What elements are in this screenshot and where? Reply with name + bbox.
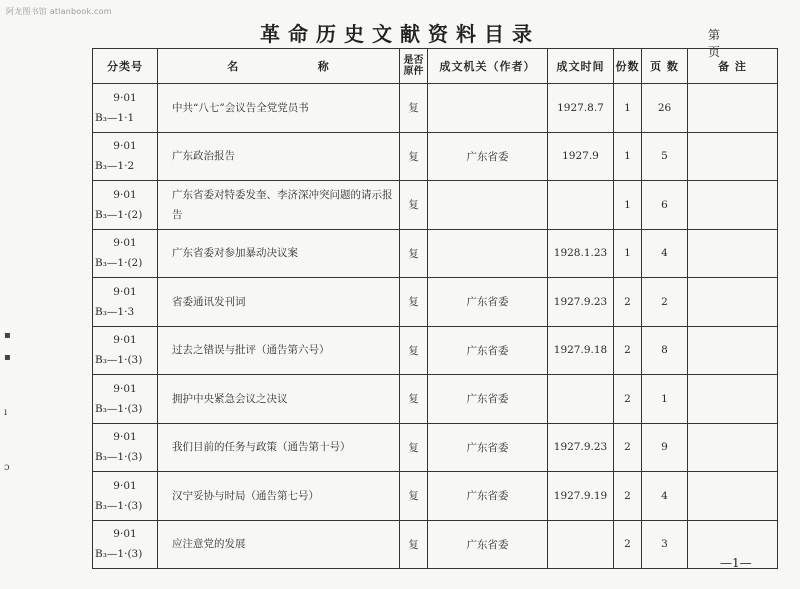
organization-cell	[428, 229, 548, 278]
pages-cell: 4	[642, 472, 688, 521]
page-label: 第 页	[708, 28, 743, 59]
notes-cell	[688, 326, 778, 375]
date-cell	[548, 375, 614, 424]
original-flag: 复	[400, 326, 428, 375]
organization-cell: 广东省委	[428, 326, 548, 375]
header-name-left: 名	[227, 60, 240, 73]
copies-cell: 1	[614, 229, 642, 278]
table-row	[93, 472, 778, 521]
margin-marks: ▪ ▪ ı ɔ	[4, 330, 11, 473]
original-flag: 复	[400, 472, 428, 521]
date-cell	[548, 520, 614, 569]
header-name	[158, 49, 400, 84]
notes-cell	[688, 278, 778, 327]
organization-cell: 广东省委	[428, 278, 548, 327]
class-code-bottom: B₃—1·(3)	[95, 354, 143, 367]
classification-cell	[93, 132, 158, 181]
notes-cell	[688, 375, 778, 424]
class-code-top: 9·01	[113, 188, 137, 201]
date-cell: 1927.9.19	[548, 472, 614, 521]
original-flag: 复	[400, 278, 428, 327]
document-name: 过去之错误与批评（通告第六号）	[158, 326, 400, 375]
document-name: 应注意党的发展	[158, 520, 400, 569]
date-cell: 1927.9.23	[548, 423, 614, 472]
notes-cell	[688, 181, 778, 230]
class-code-bottom: B₃—1·2	[95, 160, 135, 173]
class-code-top: 9·01	[113, 334, 137, 347]
document-name: 我们目前的任务与政策（通告第十号）	[158, 423, 400, 472]
class-code-top: 9·01	[113, 479, 137, 492]
date-cell	[548, 181, 614, 230]
page-title: 革命历史文献资料目录	[260, 22, 540, 46]
table-row	[93, 326, 778, 375]
class-code-top: 9·01	[113, 431, 137, 444]
pages-cell: 3	[642, 520, 688, 569]
class-code-bottom: B₃—1·1	[95, 111, 135, 124]
class-code-top: 9·01	[113, 285, 137, 298]
table-row	[93, 278, 778, 327]
class-code-top: 9·01	[113, 140, 137, 153]
header-classification: 分类号	[93, 49, 158, 84]
original-flag: 复	[400, 423, 428, 472]
copies-cell: 2	[614, 520, 642, 569]
copies-cell: 1	[614, 181, 642, 230]
date-cell: 1927.9.18	[548, 326, 614, 375]
header-copies: 份数	[614, 49, 642, 84]
copies-cell: 1	[614, 132, 642, 181]
original-flag: 复	[400, 84, 428, 133]
document-name: 广东政治报告	[158, 132, 400, 181]
organization-cell: 广东省委	[428, 472, 548, 521]
class-code-bottom: B₃—1·(3)	[95, 402, 143, 415]
class-code-bottom: B₃—1·3	[95, 305, 135, 318]
class-code-bottom: B₃—1·(3)	[95, 451, 143, 464]
organization-cell: 广东省委	[428, 423, 548, 472]
original-flag: 复	[400, 132, 428, 181]
class-code-bottom: B₃—1·(3)	[95, 548, 143, 561]
document-name: 广东省委对特委发奎、李济深冲突问题的请示报告	[158, 181, 400, 230]
organization-cell	[428, 84, 548, 133]
notes-cell	[688, 472, 778, 521]
document-name: 汉宁妥协与时局（通告第七号）	[158, 472, 400, 521]
table-row	[93, 181, 778, 230]
organization-cell: 广东省委	[428, 375, 548, 424]
classification-cell	[93, 423, 158, 472]
pages-cell: 5	[642, 132, 688, 181]
header-organization: 成文机关（作者）	[428, 49, 548, 84]
class-code-top: 9·01	[113, 237, 137, 250]
original-flag: 复	[400, 520, 428, 569]
table-row	[93, 520, 778, 569]
table-row	[93, 84, 778, 133]
header-date: 成文时间	[548, 49, 614, 84]
header-original-top: 是否	[403, 55, 424, 66]
classification-cell	[93, 84, 158, 133]
pages-cell: 2	[642, 278, 688, 327]
class-code-bottom: B₃—1·(2)	[95, 257, 143, 270]
document-name: 广东省委对参加暴动决议案	[158, 229, 400, 278]
copies-cell: 2	[614, 278, 642, 327]
document-name: 拥护中央紧急会议之决议	[158, 375, 400, 424]
pages-cell: 9	[642, 423, 688, 472]
organization-cell: 广东省委	[428, 132, 548, 181]
page-number: —1—	[720, 556, 752, 570]
document-name: 中共“八七”会议告全党党员书	[158, 84, 400, 133]
classification-cell	[93, 326, 158, 375]
classification-cell	[93, 472, 158, 521]
classification-cell	[93, 229, 158, 278]
pages-cell: 8	[642, 326, 688, 375]
header-original-bottom: 原件	[403, 66, 424, 77]
copies-cell: 2	[614, 423, 642, 472]
classification-cell	[93, 278, 158, 327]
table-row	[93, 229, 778, 278]
pages-cell: 4	[642, 229, 688, 278]
class-code-bottom: B₃—1·(3)	[95, 499, 143, 512]
original-flag: 复	[400, 229, 428, 278]
header-row	[93, 49, 778, 84]
date-cell: 1927.9.23	[548, 278, 614, 327]
organization-cell	[428, 181, 548, 230]
classification-cell	[93, 375, 158, 424]
document-name: 省委通讯发刊词	[158, 278, 400, 327]
catalog-table	[92, 48, 778, 569]
class-code-bottom: B₃—1·(2)	[95, 208, 143, 221]
notes-cell	[688, 229, 778, 278]
pages-cell: 26	[642, 84, 688, 133]
copies-cell: 2	[614, 472, 642, 521]
date-cell: 1927.9	[548, 132, 614, 181]
header-notes: 备 注	[688, 49, 778, 84]
class-code-top: 9·01	[113, 382, 137, 395]
class-code-top: 9·01	[113, 528, 137, 541]
pages-cell: 1	[642, 375, 688, 424]
table-row	[93, 423, 778, 472]
copies-cell: 2	[614, 375, 642, 424]
notes-cell	[688, 423, 778, 472]
header-original	[400, 49, 428, 84]
date-cell: 1927.8.7	[548, 84, 614, 133]
copies-cell: 2	[614, 326, 642, 375]
notes-cell	[688, 84, 778, 133]
table-row	[93, 132, 778, 181]
classification-cell	[93, 181, 158, 230]
pages-cell: 6	[642, 181, 688, 230]
watermark-text: 阿龙图书馆 atlanbook.com	[6, 7, 112, 16]
date-cell: 1928.1.23	[548, 229, 614, 278]
copies-cell: 1	[614, 84, 642, 133]
header-name-right: 称	[317, 60, 330, 73]
organization-cell: 广东省委	[428, 520, 548, 569]
original-flag: 复	[400, 375, 428, 424]
original-flag: 复	[400, 181, 428, 230]
header-pages: 页 数	[642, 49, 688, 84]
table-row	[93, 375, 778, 424]
class-code-top: 9·01	[113, 91, 137, 104]
notes-cell	[688, 132, 778, 181]
classification-cell	[93, 520, 158, 569]
